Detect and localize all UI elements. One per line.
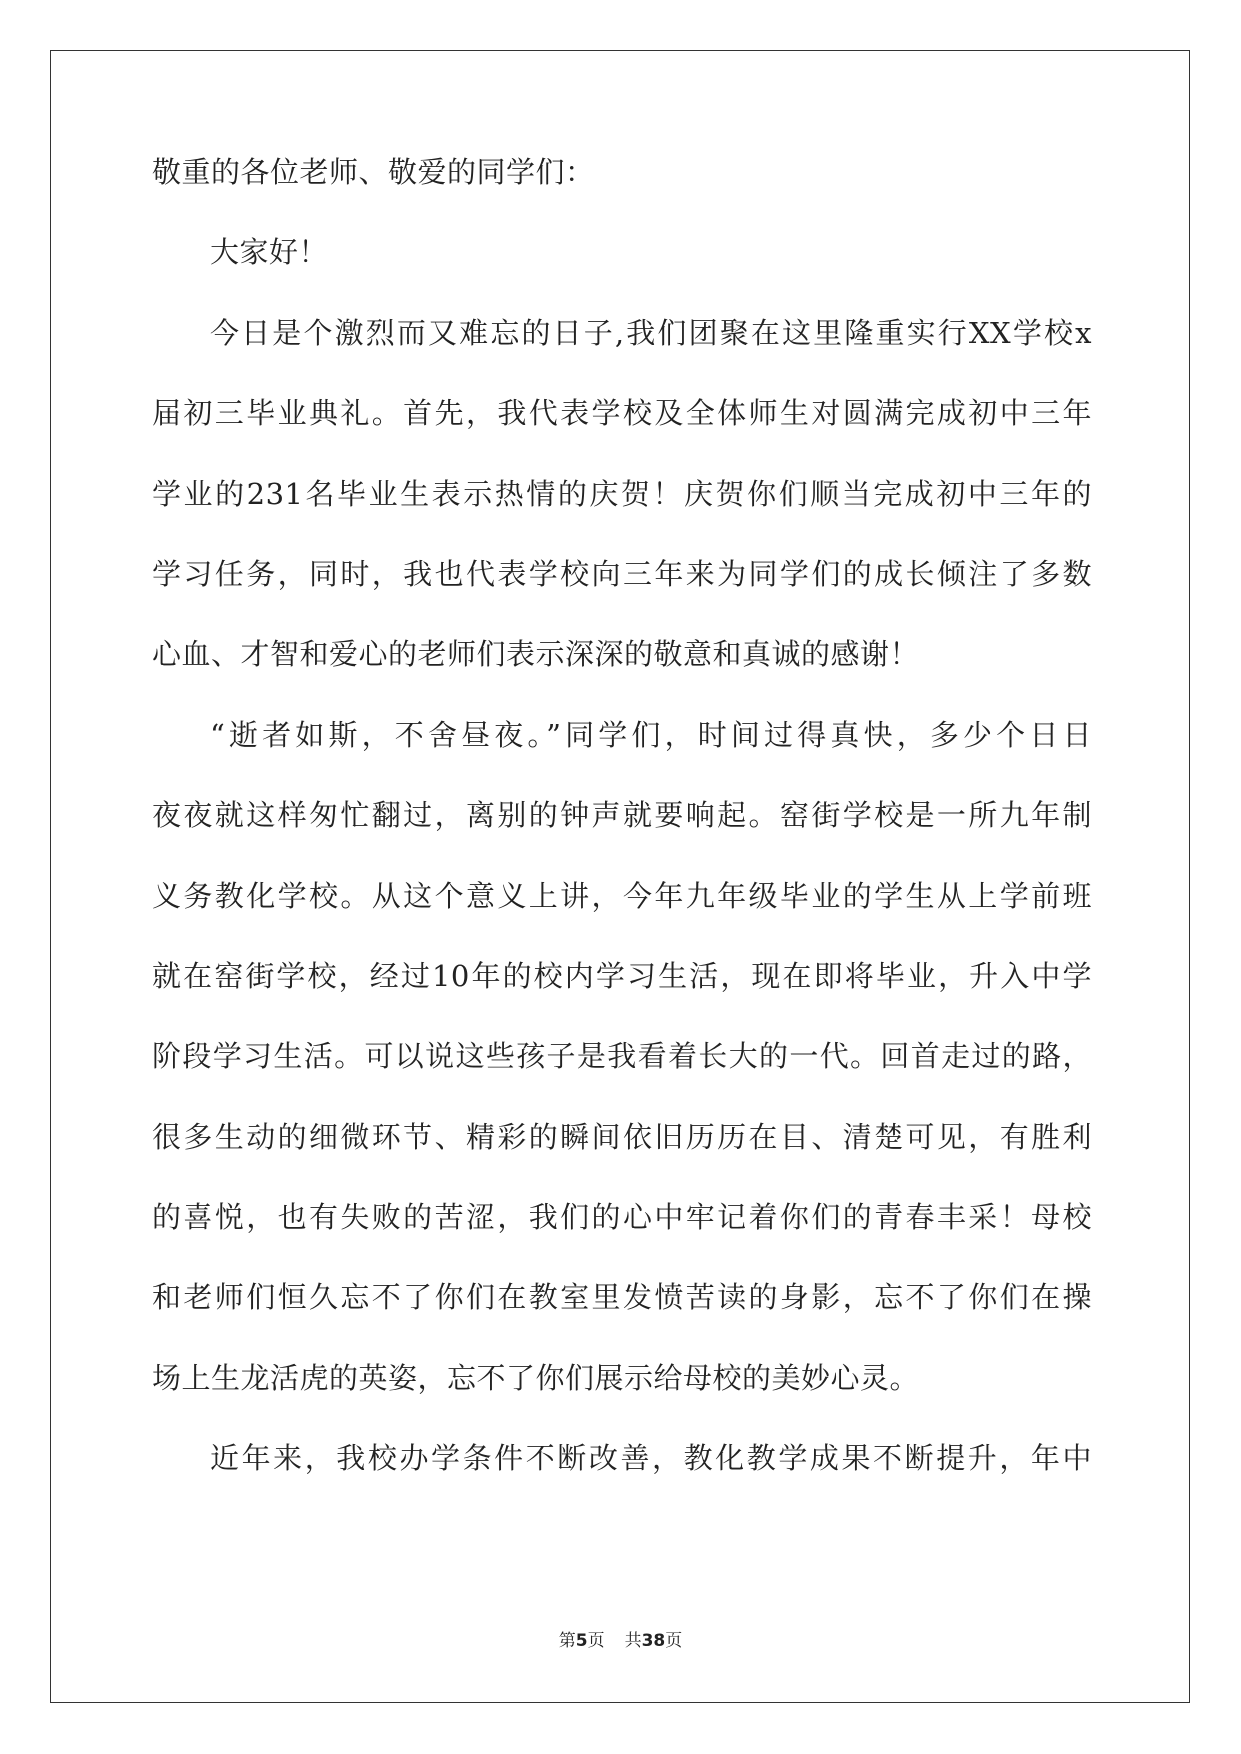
text-line: 场上生龙活虎的英姿，忘不了你们展示给母校的美妙心灵。 bbox=[152, 1360, 920, 1395]
footer-page-suffix: 页 bbox=[587, 1631, 605, 1651]
text-line: 届初三毕业典礼。首先，我代表学校及全体师生对圆满完成初中三年 bbox=[152, 396, 1092, 431]
text-line: 和老师们恒久忘不了你们在教室里发愤苦读的身影，忘不了你们在操 bbox=[152, 1280, 1092, 1315]
footer-page-prefix: 第 bbox=[558, 1631, 576, 1651]
text-line: 大家好！ bbox=[210, 235, 329, 270]
text-line: 学业的231名毕业生表示热情的庆贺！庆贺你们顺当完成初中三年的 bbox=[152, 476, 1092, 511]
footer-total-suffix: 页 bbox=[665, 1631, 683, 1651]
text-line: 夜夜就这样匆忙翻过，离别的钟声就要响起。窑街学校是一所九年制 bbox=[152, 798, 1092, 833]
text-line: 今日是个激烈而又难忘的日子,我们团聚在这里隆重实行XX学校x bbox=[210, 315, 1092, 350]
footer-total-pages: 38 bbox=[641, 1631, 666, 1651]
footer-page-number: 5 bbox=[575, 1631, 588, 1651]
text-line: 很多生动的细微环节、精彩的瞬间依旧历历在目、清楚可见，有胜利 bbox=[152, 1119, 1092, 1154]
text-line: 近年来，我校办学条件不断改善，教化教学成果不断提升，年中 bbox=[210, 1441, 1092, 1476]
text-line: 心血、才智和爱心的老师们表示深深的敬意和真诚的感谢！ bbox=[152, 637, 920, 672]
text-line: 阶段学习生活。可以说这些孩子是我看着长大的一代。回首走过的路， bbox=[152, 1039, 1092, 1074]
text-line: 的喜悦，也有失败的苦涩，我们的心中牢记着你们的青春丰采！母校 bbox=[152, 1200, 1092, 1235]
page-footer bbox=[0, 1633, 1241, 1650]
text-line: “逝者如斯，不舍昼夜。”同学们，时间过得真快，多少个日日 bbox=[210, 717, 1092, 752]
document-body bbox=[152, 155, 1092, 1525]
text-line: 敬重的各位老师、敬爱的同学们： bbox=[152, 155, 595, 189]
text-line: 义务教化学校。从这个意义上讲，今年九年级毕业的学生从上学前班 bbox=[152, 878, 1092, 913]
text-line: 学习任务，同时，我也代表学校向三年来为同学们的成长倾注了多数 bbox=[152, 556, 1092, 591]
footer-total-prefix: 共 bbox=[624, 1631, 642, 1651]
text-line: 就在窑街学校，经过10年的校内学习生活，现在即将毕业，升入中学 bbox=[152, 958, 1092, 993]
